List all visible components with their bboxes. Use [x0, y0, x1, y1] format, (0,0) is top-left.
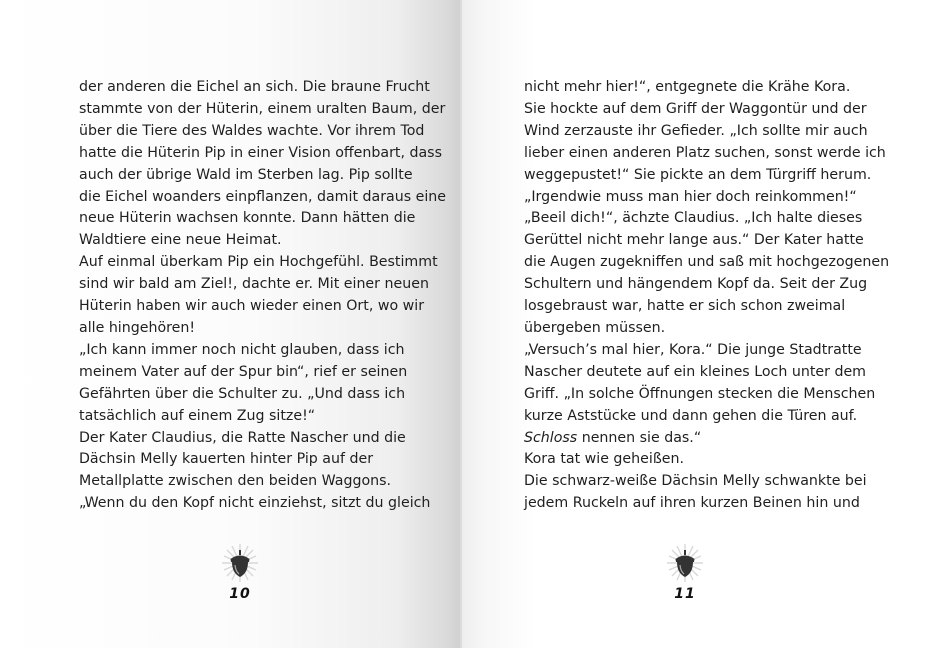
- italic-text-line: [524, 428, 864, 450]
- text-line: hatte die Hüterin Pip in einer Vision offenbart, dass: [79, 144, 442, 161]
- text-line: der anderen die Eichel an sich. Die braune Frucht: [79, 79, 430, 95]
- text-line: jedem Ruckeln auf ihren kurzen Beinen hin und: [524, 495, 860, 512]
- acorn-icon: [661, 543, 709, 583]
- text-line: sind wir bald am Ziel!, dachte er. Mit einer neuen: [79, 276, 429, 293]
- text-line: Hüterin haben wir auch wieder einen Ort, wo wir: [79, 298, 425, 315]
- text-line: nicht mehr hier!“, entgegnete die Krähe Kora.: [524, 79, 851, 95]
- right-folio: [661, 543, 709, 602]
- text-line: Griff. „In solche Öffnungen stecken die Menschen: [524, 385, 876, 402]
- text-line: „Wenn du den Kopf nicht einziehst, sitzt du gleich: [79, 495, 431, 512]
- text-line: tatsächlich auf einem Zug sitze!“: [79, 407, 316, 424]
- text-line: Gefährten über die Schulter zu. „Und dass ich: [79, 385, 406, 402]
- text-line: Kora tat wie geheißen.: [524, 451, 684, 468]
- right-page: [462, 0, 925, 648]
- text-line: Metallplatte zwischen den beiden Waggons.: [79, 473, 392, 490]
- text-line: über die Tiere des Waldes wachte. Vor ihrem Tod: [79, 122, 425, 139]
- italic-emphasis: Schloss: [524, 429, 578, 446]
- text-line: übergeben müssen.: [524, 319, 666, 336]
- text-line: „Irgendwie muss man hier doch reinkommen!“: [524, 188, 857, 205]
- text-line: Dächsin Melly kauerten hinter Pip auf der: [79, 451, 374, 468]
- text-line: Auf einmal überkam Pip ein Hochgefühl. Bestimmt: [79, 254, 438, 271]
- text-line: Sie hockte auf dem Griff der Waggontür und der: [524, 100, 867, 117]
- text-line: „Ich kann immer noch nicht glauben, dass ich: [79, 341, 405, 358]
- text-line: losgebraust war, hatte er sich schon zweimal: [524, 298, 846, 315]
- text-line: auch der übrige Wald im Sterben lag. Pip sollte: [79, 166, 413, 183]
- text-line: Nascher deutete auf ein kleines Loch unter dem: [524, 363, 867, 380]
- text-line: Der Kater Claudius, die Ratte Nascher und die: [79, 429, 406, 446]
- left-text-block: [79, 77, 447, 515]
- text-line: die Augen zugekniffen und saß mit hochgezogenen: [524, 254, 890, 271]
- text-line: Waldtiere eine neue Heimat.: [79, 232, 282, 249]
- text-line: „Beeil dich!“, ächzte Claudius. „Ich halte dieses: [524, 210, 863, 227]
- left-page: [0, 0, 462, 648]
- page-number: 11: [674, 586, 696, 602]
- text-line: weggepustet!“ Sie pickte an dem Türgriff herum.: [524, 166, 872, 183]
- text-line: Wind zerzauste ihr Gefieder. „Ich sollte mir auch: [524, 122, 868, 139]
- text-line: Die schwarz-weiße Dächsin Melly schwankte bei: [524, 473, 867, 490]
- text-line: meinem Vater auf der Spur bin“, rief er seinen: [79, 363, 408, 380]
- text-line: kurze Aststücke und dann gehen die Türen auf.: [524, 407, 858, 424]
- text-line: alle hingehören!: [79, 319, 196, 336]
- right-text-block: [524, 77, 890, 515]
- italic-line-rest: nennen sie das.“: [577, 429, 702, 446]
- text-line: lieber einen anderen Platz suchen, sonst werde ich: [524, 144, 886, 161]
- text-line: die Eichel woanders einpflanzen, damit daraus eine: [79, 188, 447, 205]
- page-number: 10: [229, 586, 251, 602]
- text-line: „Versuch’s mal hier, Kora.“ Die junge Stadtratte: [524, 341, 862, 358]
- text-line: stammte von der Hüterin, einem uralten Baum, der: [79, 100, 446, 117]
- text-line: Gerüttel nicht mehr lange aus.“ Der Kater hatte: [524, 232, 864, 249]
- text-line: Schultern und hängendem Kopf da. Seit der Zug: [524, 276, 868, 293]
- acorn-icon: [216, 543, 264, 583]
- text-line: neue Hüterin wachsen konnte. Dann hätten die: [79, 210, 416, 227]
- left-folio: [216, 543, 264, 602]
